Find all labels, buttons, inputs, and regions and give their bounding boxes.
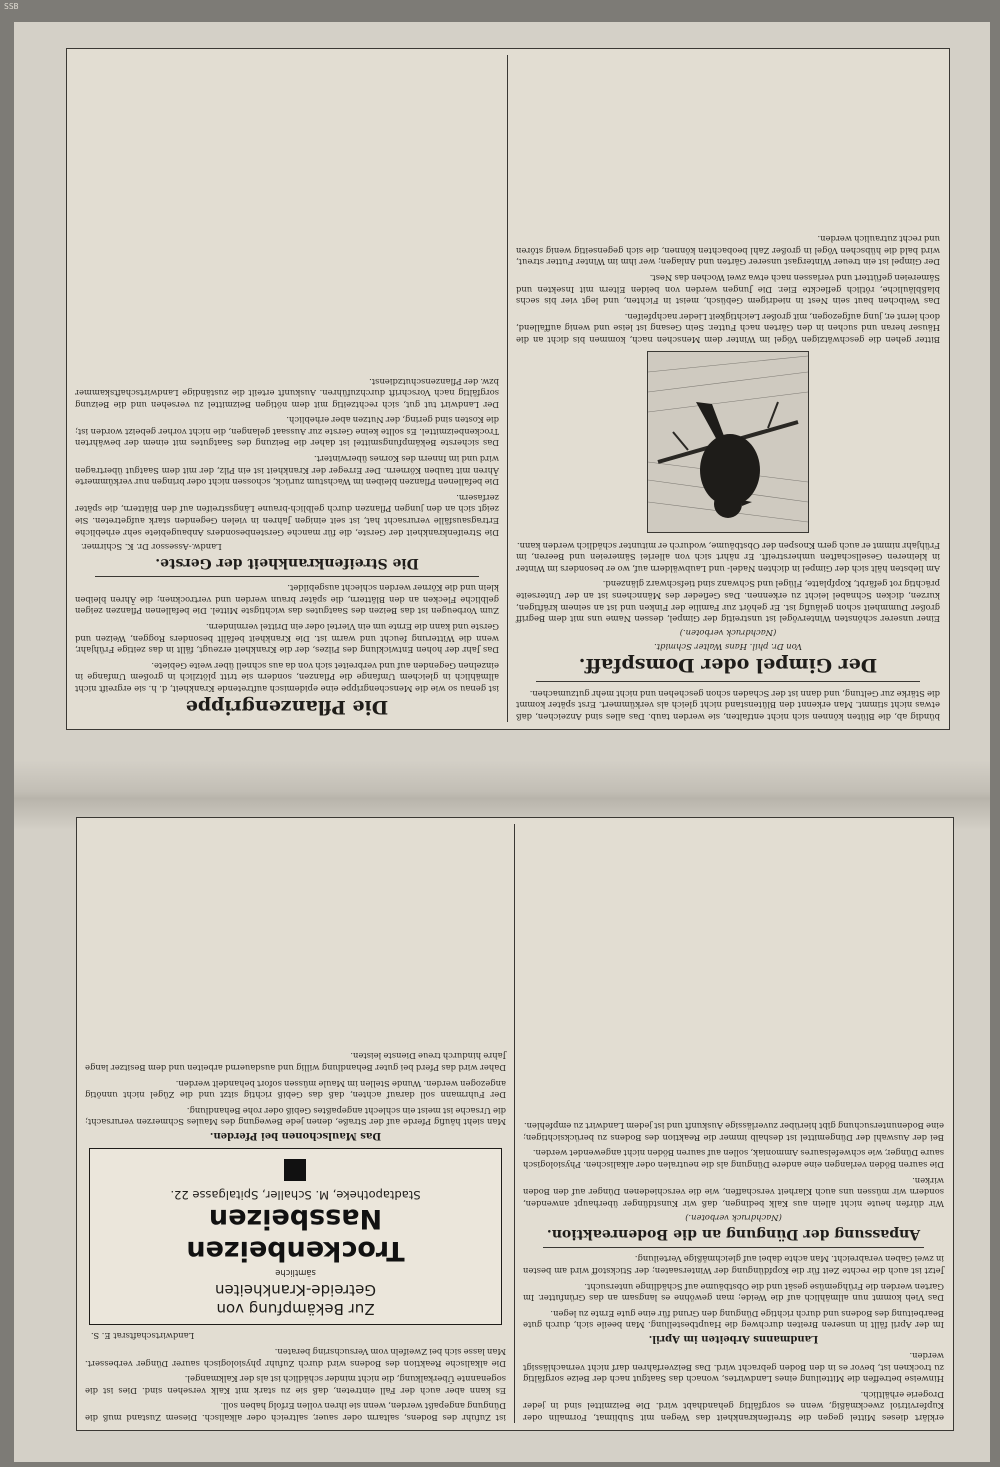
upper-page <box>66 48 950 730</box>
article-title: Die Pflanzengrippe <box>185 696 389 718</box>
paragraph: Das Jahr der hohen Entwicklung des Pilzes, der die Krankheit erzeugt, fällt in das zeitige Frühjahr, wenn die Witterung feucht und warm ist. Die Krankheit befällt besonders Roggen, Weizen und Gerste und kann die Ernte um ein Viertel oder ein Drittel vermindern. <box>75 622 499 656</box>
paragraph: Wir dürfen heute nicht allein aus Kalk bedingen, daß wir Kunstdünger überhaupt anwenden, sondern wir müssen uns auch Klarheit verschaffen, wie die verschiedenen Dünger auf den Boden wirken. <box>523 1175 944 1209</box>
reprint-note: (Nachdruck verboten.) <box>679 628 777 639</box>
article-signature: Landwirtschaftsrat E. S. <box>91 1331 195 1342</box>
paragraph: ist genau so wie die Menschengrippe eine epidemisch auftretende Krankheit, d. h. sie ergreift nicht allmählich in gleichem Umfange die Pflanzen, sondern sie tritt plötzlich in großem Umfange in einzelnen Gegenden auf und verbreitet sich von da aus schnell über weite Gebiete. <box>75 660 499 694</box>
paragraph: Zum Vorbeugen ist das Beizen des Saatgutes das wichtigste Mittel. Die befallenen Pflanzen zeigen gelbliche Flecken an den Blättern, die später braun werden und vertrocknen; die Ähren bleiben klein und die Körner werden schlecht ausgebildet. <box>75 583 499 617</box>
column-separator <box>507 55 508 722</box>
divider <box>95 576 479 577</box>
paragraph: Am liebsten hält sich der Gimpel in dichten Nadel- und Laubwäldern auf, wo er besonders im Winter in kleineren Gesellschaften umherstreift. Er nährt sich von allerlei Sämereien und Beeren, im Frühjahr nimmt er auch gern Knospen der Obstbäume, wodurch er mitunter schädlich werden kann. <box>516 540 940 574</box>
paragraph: Das Vieh kommt nun allmählich auf die Weide; man gewöhne es langsam an das Grünfutter. Im Garten werden die Frühgemüse gesät und die Obstbäume auf Schädlinge untersucht. <box>523 1281 944 1304</box>
reprint-note: (Nachdruck verboten.) <box>685 1212 782 1223</box>
ad-headline-2: Getreide-Krankheiten <box>214 1281 377 1300</box>
ad-address: Stadtapotheke, M. Schaller, Spitalgasse 22. <box>170 1188 421 1203</box>
paragraph: Die alkalische Reaktion des Bodens wird durch Zufuhr physiologisch saurer Dünger verbessert. Man lasse sich bei Zweifeln vom Versuchsring beraten. <box>85 1347 506 1369</box>
article-title: Anpassung der Düngung an die Bodenreaktion. <box>546 1225 921 1242</box>
ad-headline: Zur Bekämpfung von <box>216 1300 375 1319</box>
gimpel-column <box>508 49 948 728</box>
article-title: Das Maulschonen bei Pferden. <box>209 1130 382 1142</box>
bullfinch-illustration <box>647 351 809 533</box>
paragraph: Bei der Auswahl der Düngemittel ist deshalb immer die Reaktion des Bodens zu berücksichtigen; eine Bodenuntersuchung gibt hierüber zuverlässige Auskunft und ist jedem Landwirt zu empfehlen. <box>523 1121 944 1143</box>
paragraph: Das sicherste Bekämpfungsmittel ist daher die Beizung des Saatgutes mit einem der bewährten Trockenbeizmittel. Es sollte keine Gerste zur Aussaat gelangen, die nicht vorher gebeizt worden ist; die Kosten sind gering, der Nutzen aber erheblich. <box>75 415 499 449</box>
grippe-column <box>67 49 507 728</box>
duengung-column <box>515 818 952 1429</box>
paragraph: erklärt dieses Mittel gegen die Streifenkrankheit das Wegen mit Sublimat, Formalin oder Kupfervitriol zweckmäßig, wenn es sorgfältig gehandhabt wird. Die Beizmittel sind in jeder Drogerie erhältlich. <box>523 1389 944 1423</box>
intro-text: bündig ab, die Blüten können sich nicht entfalten, sie werden taub. Das alles sind Anzeichen, daß etwas nicht stimmt. Man erkennt den Blütenstand nicht gleich als verkümmert. Erst später kommt die Stärke zur Geltung, und dann ist der Schaden schon geschehen und nicht mehr gutzumachen. <box>516 688 940 722</box>
article-title: Die Streifenkrankheit der Gerste. <box>155 554 419 571</box>
paragraph: Bitter gehen die geschwätzigen Vögel im Winter dem Menschen nach, kommen bis dicht an die Häuser heran und suchen in den Gärten nach Futter. Sein Gesang ist leise und wenig auffallend, doch lernt er, jung aufgezogen, mit großer Leichtigkeit Lieder nachpfeifen. <box>516 311 940 346</box>
paragraph: Jetzt ist auch die rechte Zeit für die Kopfdüngung der Wintersaaten; der Stickstoff wird am besten in zwei Gaben verabreicht. Man achte dabei auf gleichmäßige Verteilung. <box>523 1254 944 1277</box>
paragraph: Der Fuhrmann soll darauf achten, daß das Gebiß richtig sitzt und die Zügel nicht unnötig angezogen werden. Wunde Stellen im Maule müssen sofort behandelt werden. <box>85 1078 506 1101</box>
ad-black-square <box>285 1159 307 1181</box>
paragraph: Die Streifenkrankheit der Gerste, die für manche Gerstenbesonders Anbaugebiete sehr erhebliche Ertragsausfälle verursacht hat, ist seit einigen Jahren in vielen Gegenden stark aufgetreten. Sie zeigt sich an den jungen Pflanzen durch gelblich-braune Längsstreifen auf den Blättern, die später zerfasern. <box>75 492 499 538</box>
scanned-sheet <box>14 22 990 1462</box>
article-title: Der Gimpel oder Domspfaff. <box>578 654 878 677</box>
ad-product-1: Trockenbeizen <box>186 1235 405 1267</box>
paragraph: Daher wird das Pferd bei guter Behandlung willig und ausdauernd arbeiten und dem Besitzer lange Jahre hindurch treue Dienste leisten. <box>85 1051 506 1074</box>
paragraph: Man sieht häufig Pferde auf der Straße, denen jede Bewegung des Maules Schmerzen verursacht; die Ursache ist meist ein schlecht angepaßtes Gebiß oder rohe Behandlung. <box>85 1105 506 1128</box>
paragraph: Die befallenen Pflanzen bleiben im Wachstum zurück, schossen nicht oder bringen nur verkümmerte Ähren mit tauben Körnern. Der Erreger der Krankheit ist ein Pilz, der mit dem Saatgut übertragen wird und im Innern des Kornes überwintert. <box>75 454 499 488</box>
divider <box>536 681 920 682</box>
paragraph: Hinweise betreffen die Mitteilung eines Landwirtes, wonach das Saatgut nach der Beize sorgfältig zu trocknen ist, bevor es in den Boden gebracht wird. Das Beizverfahren darf nicht vernachlässigt werden. <box>523 1351 944 1385</box>
paragraph: Im der April fällt in unseren Breiten durchweg die Hauptbestellung. Man beeile sich, durch gute Bearbeitung des Bodens und durch richtige Düngung den Grund für eine gute Ernte zu legen. <box>523 1308 944 1331</box>
ad-small-text: sämtliche <box>275 1268 316 1279</box>
paragraph: ist Zufuhr des Bodens, saltarm oder sauer, saltreich oder alkalisch. Diesem Zustand muß die Düngung angepaßt werden, wenn sie ihren vollen Erfolg haben soll. <box>85 1401 506 1423</box>
section-subhead: Landmanns Arbeiten im April. <box>648 1333 819 1345</box>
ad-product-2: Nassbeizen <box>208 1203 383 1235</box>
advertisement <box>89 1148 502 1325</box>
lower-page <box>76 817 954 1431</box>
paragraph: Die sauren Böden verlangen eine andere Düngung als die neutralen oder alkalischen. Physiologisch saure Dünger, wie schwefelsaures Ammoniak, sollen auf sauren Böden nicht angewendet werden. <box>523 1148 944 1171</box>
scan-mark: SSB <box>4 2 19 11</box>
article-byline: Von Dr. phil. Hans Walter Schmidt. <box>654 642 802 653</box>
paragraph: Es kann aber auch der Fall eintreten, daß sie zu stark mit Kalk versehen sind. Dies ist die sogenannte Überkalkung, die nicht minder schädlich ist als der Kalkmangel. <box>85 1374 506 1396</box>
article-byline: Landw.-Assessor Dr. K. Schirmer. <box>81 541 222 552</box>
ad-column <box>77 818 514 1429</box>
paragraph: Der Landwirt tut gut, sich rechtzeitig mit dem nötigen Beizmittel zu versehen und die Beizung sorgfältig nach Vorschrift durchzuführen. Auskunft erteilt die zuständige Landwirtschaftskammer bzw. der Pflanzenschutzdienst. <box>75 376 499 410</box>
paragraph: Der Gimpel ist ein treuer Wintergast unserer Gärten und Anlagen; wer ihm im Winter Futter streut, wird bald die hübschen Vögel in großer Zahl beobachten können, die sich gegenseitig wenig stören und recht zutraulich werden. <box>516 234 940 268</box>
paragraph: Das Weibchen baut sein Nest in niedrigem Gebüsch, meist in Fichten, und legt vier bis sechs blaßbläuliche, rötlich gefleckte Eier. Die Jungen werden von beiden Eltern mit Insekten und Sämereien gefüttert und verlassen nach etwa zwei Wochen das Nest. <box>516 273 940 307</box>
column-separator <box>514 824 515 1423</box>
paragraph: Einer unserer schönsten Wintervögel ist unstreitig der Gimpel, dessen Name uns mit dem Begriff großer Dummheit schon geläufig ist. Er gehört zur Familie der Finken und ist an seinem kräftigen, kurzen, dicken Schnabel leicht zu erkennen. Das Gefieder des Männchens ist an der Unterseite prächtig rot gefärbt, Kopfplatte, Flügel und Schwanz sind tiefschwarz glänzend. <box>516 579 940 625</box>
divider <box>543 1247 924 1248</box>
